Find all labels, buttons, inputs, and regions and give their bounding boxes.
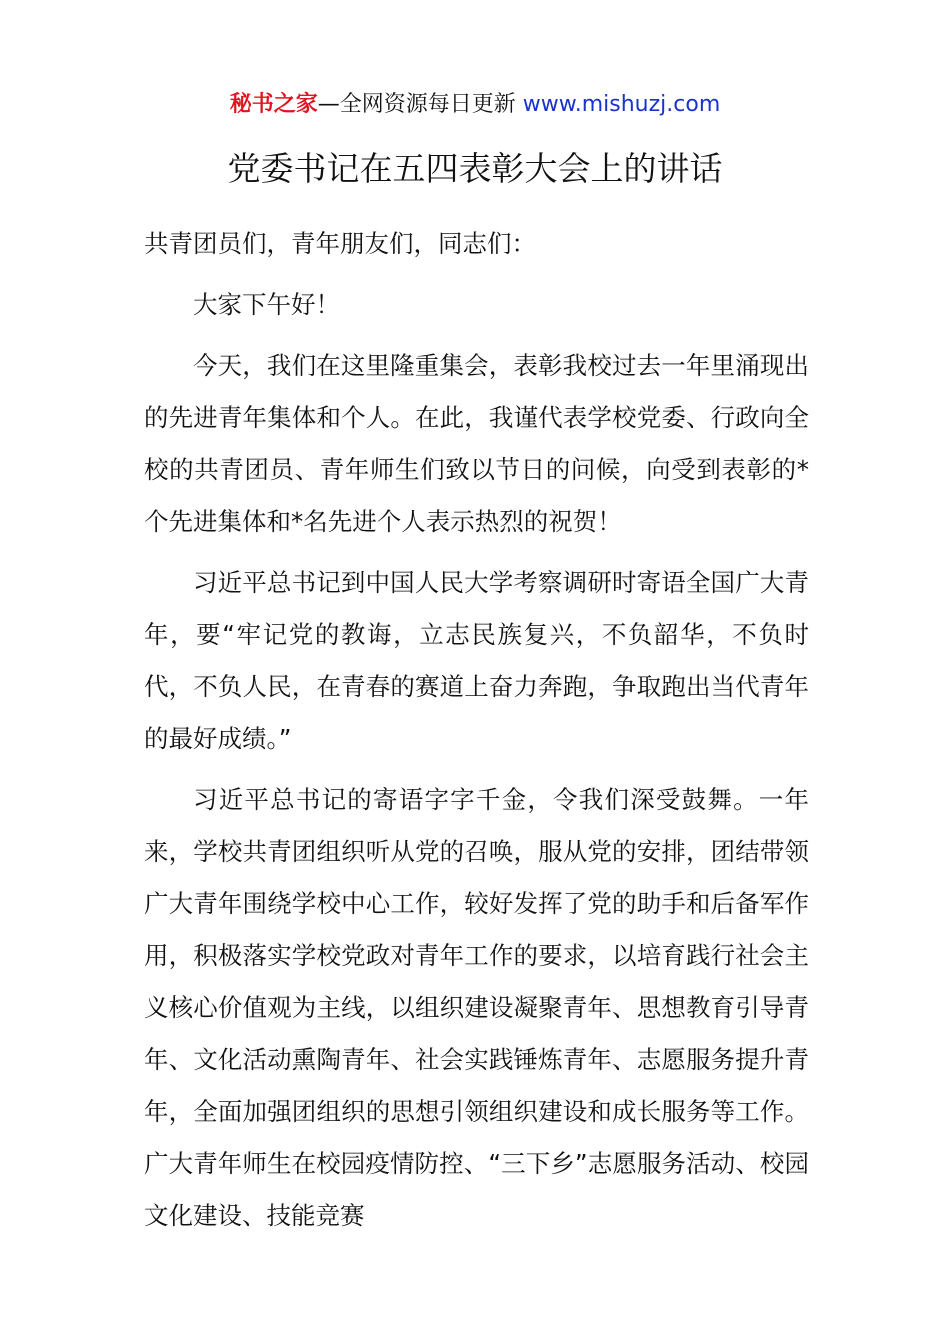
site-url-link[interactable]: www.mishuzj.com <box>522 92 721 117</box>
site-header <box>0 88 950 122</box>
site-brand: 秘书之家 <box>229 92 318 117</box>
document-body <box>144 218 809 1242</box>
paragraph-quote: 习近平总书记到中国人民大学考察调研时寄语全国广大青年，要“牢记党的教诲，立志民族复兴，不负韶华，不负时代，不负人民，在青春的赛道上奋力奔跑，争取跑出当代青年的最好成绩。” <box>144 568 809 753</box>
site-tagline: —全网资源每日更新 <box>317 92 523 117</box>
salutation: 共青团员们，青年朋友们，同志们： <box>144 229 536 258</box>
document-title: 党委书记在五四表彰大会上的讲话 <box>227 149 723 188</box>
paragraph-greeting: 大家下午好！ <box>193 290 340 319</box>
paragraph-commendation: 今天，我们在这里隆重集会，表彰我校过去一年里涌现出的先进青年集体和个人。在此，我谨代表学校党委、行政向全校的共青团员、青年师生们致以节日的问候，向受到表彰的*个先进集体和*名先进个人表示热烈的祝贺！ <box>144 351 809 536</box>
paragraph-work-review: 习近平总书记的寄语字字千金，令我们深受鼓舞。一年来，学校共青团组织听从党的召唤，服从党的安排，团结带领广大青年围绕学校中心工作，较好发挥了党的助手和后备军作用，积极落实学校党政对青年工作的要求，以培育践行社会主义核心价值观为主线，以组织建设凝聚青年、思想教育引导青年、文化活动熏陶青年、社会实践锤炼青年、志愿服务提升青年，全面加强团组织的思想引领组织建设和成长服务等工作。广大青年师生在校园疫情防控、“三下乡”志愿服务活动、校园文化建设、技能竞赛 <box>144 785 809 1230</box>
